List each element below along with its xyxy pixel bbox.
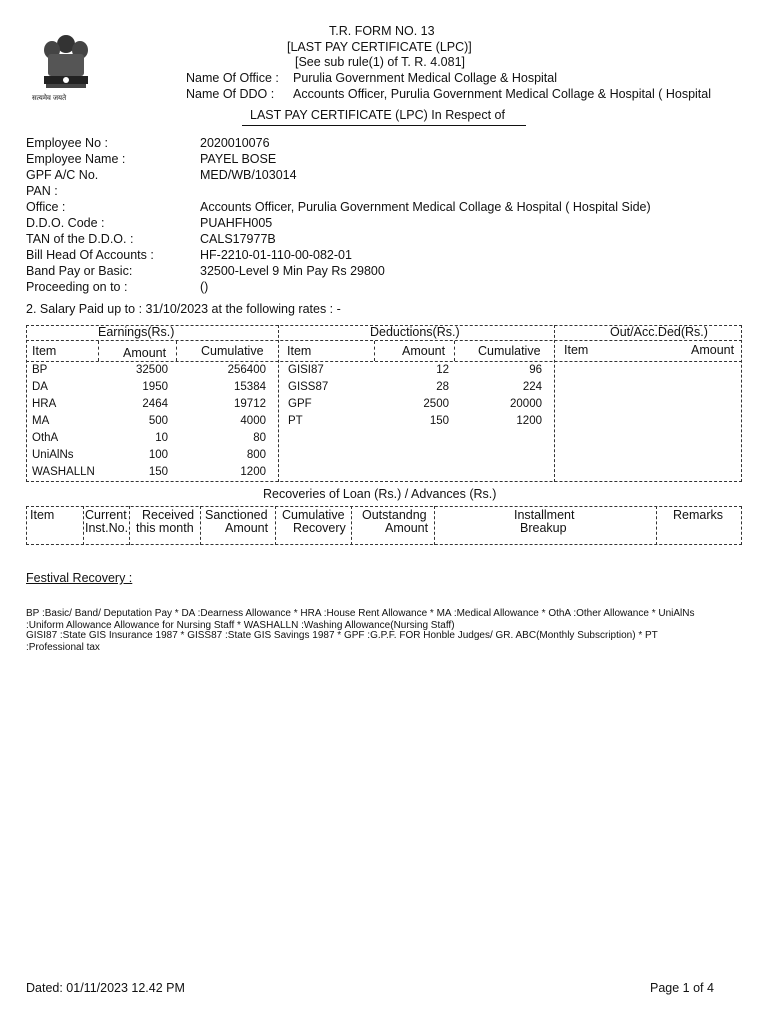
emblem-caption: सत्यमेव जयते	[32, 95, 67, 102]
rec-col-cumulative-2: Recovery	[293, 521, 346, 535]
festival-recovery: Festival Recovery :	[26, 571, 133, 585]
rec-col-current: Current	[85, 508, 127, 522]
employee-field-value: PAYEL BOSE	[200, 152, 277, 166]
office-label: Name Of Office :	[186, 71, 279, 85]
earnings-header: Earnings(Rs.)	[98, 325, 175, 339]
employee-field-value: 2020010076	[200, 136, 270, 150]
earnings-item: DA	[32, 381, 48, 393]
earnings-item: MA	[32, 415, 50, 427]
rec-sep-6	[434, 506, 435, 545]
earnings-cumulative: 800	[246, 449, 266, 461]
deductions-amount: 28	[436, 381, 449, 393]
state-emblem	[32, 30, 96, 110]
employee-field-label: Bill Head Of Accounts :	[26, 248, 154, 262]
employee-field-label: Office :	[26, 200, 66, 214]
dated: Dated: 01/11/2023 12.42 PM	[26, 981, 185, 995]
deductions-cumulative: 224	[522, 381, 542, 393]
employee-field-label: GPF A/C No.	[26, 168, 99, 182]
deductions-cumulative: 96	[529, 364, 542, 376]
rec-col-received: Received	[142, 508, 195, 522]
rec-sep-2	[129, 506, 130, 545]
employee-field-label: PAN :	[26, 184, 58, 198]
deductions-amount: 2500	[423, 398, 449, 410]
form-number: T.R. FORM NO. 13	[329, 24, 435, 38]
employee-field-value: ()	[200, 280, 209, 294]
employee-field-value: PUAHFH005	[200, 216, 273, 230]
earn-col-item: Item	[32, 344, 57, 358]
salary-line: 2. Salary Paid up to : 31/10/2023 at the following rates : -	[26, 302, 341, 316]
earnings-amount: 32500	[136, 364, 168, 376]
earnings-amount: 150	[148, 466, 168, 478]
earnings-cumulative: 256400	[227, 364, 266, 376]
legend-line-2: :Uniform Allowance Allowance for Nursing Staff * WASHALLN :Washing Allowance(Nursing Staff)	[26, 620, 455, 631]
rec-sep-7	[656, 506, 657, 545]
outacc-header: Out/Acc.Ded(Rs.)	[610, 325, 708, 339]
employee-field-value: HF-2210-01-110-00-082-01	[200, 248, 352, 262]
colhead-divider	[26, 361, 742, 362]
deductions-cumulative: 20000	[510, 398, 542, 410]
rec-col-remarks: Remarks	[673, 508, 724, 522]
out-col-amount: Amount	[691, 343, 735, 357]
office-value: Purulia Government Medical Collage & Hospital	[293, 71, 558, 85]
ddo-value: Accounts Officer, Purulia Government Medical Collage & Hospital ( Hospital	[293, 87, 712, 101]
legend-line-1: BP :Basic/ Band/ Deputation Pay * DA :Dearness Allowance * HRA :House Rent Allowance * MA :Medical Allowance * OthA :Other Allowance * UniAlNs	[26, 608, 695, 619]
earn-amt-sep	[176, 341, 177, 361]
header-divider	[26, 340, 742, 341]
legend-line-3: GISI87 :State GIS Insurance 1987 * GISS87 :State GIS Savings 1987 * GPF :G.P.F. FOR Honble Judges/ GR. ABC(Monthly Subscription) * PT	[26, 630, 658, 641]
ddo-label: Name Of DDO :	[186, 87, 275, 101]
employee-field-value: 32500-Level 9 Min Pay Rs 29800	[200, 264, 385, 278]
deductions-item: GISI87	[288, 364, 324, 376]
ded-amt-sep	[454, 341, 455, 361]
employee-field-value: Accounts Officer, Purulia Government Medical Collage & Hospital ( Hospital Side)	[200, 200, 651, 214]
earnings-item: UniAlNs	[32, 449, 74, 461]
earnings-cumulative: 80	[253, 432, 266, 444]
employee-field-label: Proceeding on to :	[26, 280, 128, 294]
deductions-amount: 12	[436, 364, 449, 376]
rec-sep-1	[83, 506, 84, 545]
lpc-title: [LAST PAY CERTIFICATE (LPC)]	[287, 40, 472, 54]
recoveries-header: Recoveries of Loan (Rs.) / Advances (Rs.)	[263, 487, 497, 501]
employee-field-label: Employee Name :	[26, 152, 126, 166]
earnings-amount: 100	[148, 449, 168, 461]
deductions-cumulative: 1200	[516, 415, 542, 427]
rec-col-current-2: Inst.No.	[85, 521, 129, 535]
rec-col-sanctioned: Sanctioned	[205, 508, 268, 522]
rec-col-outstanding-2: Amount	[385, 521, 429, 535]
respect-line: LAST PAY CERTIFICATE (LPC) In Respect of	[250, 108, 505, 122]
employee-field-value: CALS17977B	[200, 232, 276, 246]
rec-col-received-2: this month	[136, 521, 194, 535]
rec-col-sanctioned-2: Amount	[225, 521, 269, 535]
earnings-amount: 2464	[142, 398, 168, 410]
ded-col-cumulative: Cumulative	[478, 344, 541, 358]
ded-col-item: Item	[287, 344, 312, 358]
rec-col-cumulative: Cumulative	[282, 508, 345, 522]
employee-field-label: D.D.O. Code :	[26, 216, 105, 230]
rec-sep-5	[351, 506, 352, 545]
rec-col-installment-2: Breakup	[520, 521, 567, 535]
earn-item-sep	[98, 341, 99, 361]
earnings-item: BP	[32, 364, 48, 376]
earnings-amount: 500	[148, 415, 168, 427]
ded-col-amount: Amount	[402, 344, 446, 358]
page-number: Page 1 of 4	[650, 981, 714, 995]
employee-field-value: MED/WB/103014	[200, 168, 297, 182]
earn-ded-divider	[278, 325, 279, 482]
respect-underline	[242, 125, 526, 126]
rec-sep-3	[200, 506, 201, 545]
rec-col-installment: Installment	[514, 508, 575, 522]
employee-field-label: Employee No :	[26, 136, 108, 150]
deductions-amount: 150	[429, 415, 449, 427]
earnings-cumulative: 4000	[240, 415, 266, 427]
employee-field-label: Band Pay or Basic:	[26, 264, 133, 278]
earn-col-cumulative: Cumulative	[201, 344, 264, 358]
out-col-item: Item	[564, 343, 589, 357]
earnings-cumulative: 1200	[240, 466, 266, 478]
rec-col-outstanding: Outstandng	[362, 508, 427, 522]
earnings-item: OthA	[32, 432, 59, 444]
earnings-cumulative: 19712	[234, 398, 266, 410]
legend-line-4: :Professional tax	[26, 642, 100, 653]
earnings-item: HRA	[32, 398, 57, 410]
rec-sep-4	[275, 506, 276, 545]
earnings-amount: 1950	[142, 381, 168, 393]
employee-field-label: TAN of the D.D.O. :	[26, 232, 134, 246]
ded-out-divider	[554, 325, 555, 482]
earn-col-amount: Amount	[123, 346, 167, 360]
deductions-item: PT	[288, 415, 303, 427]
deductions-header: Deductions(Rs.)	[370, 325, 460, 339]
earnings-item: WASHALLN	[32, 466, 95, 478]
ded-item-sep	[374, 341, 375, 361]
deductions-item: GPF	[288, 398, 312, 410]
sub-rule: [See sub rule(1) of T. R. 4.081]	[295, 55, 466, 69]
earnings-cumulative: 15384	[234, 381, 266, 393]
rec-col-item: Item	[30, 508, 55, 522]
earnings-amount: 10	[155, 432, 168, 444]
deductions-item: GISS87	[288, 381, 329, 393]
